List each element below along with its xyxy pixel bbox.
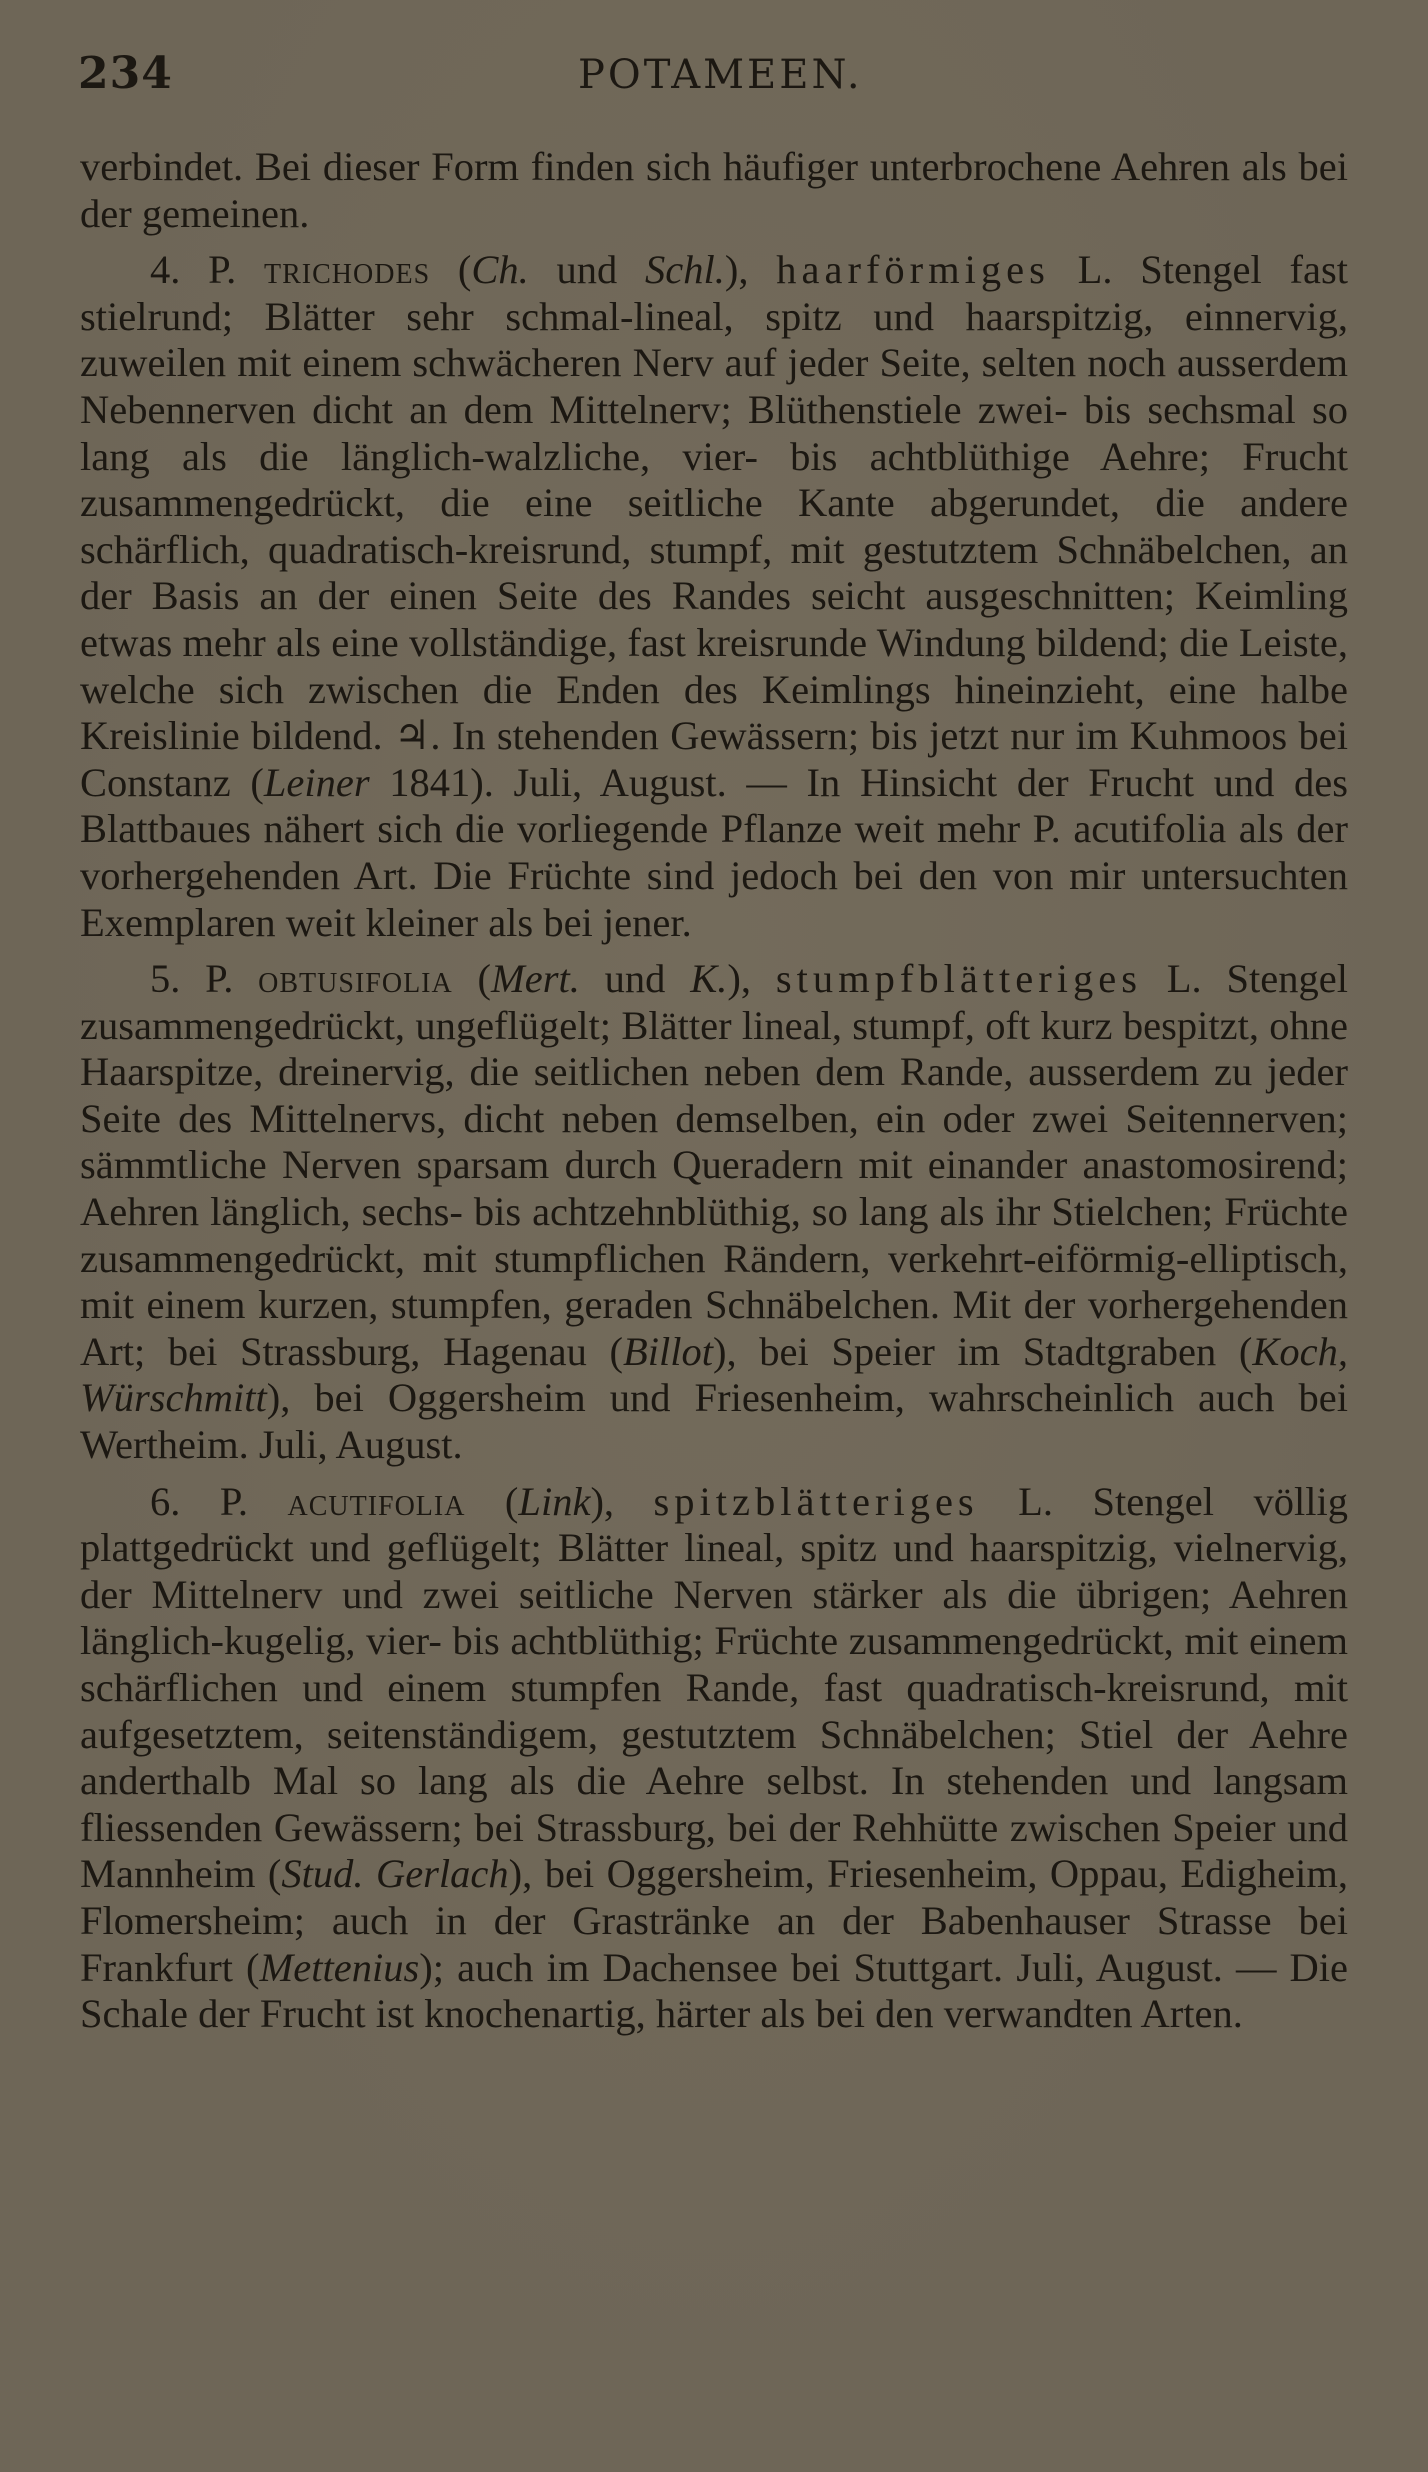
citation-2: Koch, Würschmitt [80,1328,1348,1421]
intro-paragraph: verbindet. Bei dieser Form finden sich häufiger unterbrochene Aehren als bei der gemeinen. [80,144,1348,236]
authority: Ch. [471,247,529,293]
entry-number: 5. P. [150,956,234,1002]
description-cont: 1841). Juli, August. — In Hinsicht der Frucht und des Blattbaues nähert sich die vorliegende Pflanze weit mehr P. acutifolia als der vorhergehenden Art. Die Früchte sind jedoch bei den von mir untersuchten Exemplaren weit kleiner als bei jener. [80,759,1348,945]
authority: Mert. [491,956,580,1002]
paren-close: ), [724,247,777,293]
page-number: 234 [78,48,173,99]
citation: Leiner [263,759,370,805]
species-name: acutifolia [287,1478,466,1524]
body-text [80,144,1348,2038]
common-suffix: L. [1049,247,1113,293]
entry-number: 4. P. [150,247,237,293]
authority-2: Schl. [645,247,725,293]
paren-close: ), [590,1478,654,1524]
description: Stengel völlig plattgedrückt und geflügelt; Blätter lineal, spitz und haarspitzig, vielnervig, der Mittelnerv und zwei seitliche Nerven stärker als die übrigen; Aehren länglich-kugelig, vier- bis achtblüthig; Früchte zusammengedrückt, mit einem schärflichen und einem stumpfen Rande, fast quadratisch-kreisrund, mit aufgesetztem, seitenständigem, gestutztem Schnäbelchen; Stiel der Aehre anderthalb Mal so lang als die Aehre selbst. In stehenden und langsam fliessenden Gewässern; bei Strassburg, bei der Rehhütte zwischen Speier und Mannheim ( [80,1478,1348,1897]
paren-open: ( [430,247,472,293]
citation-2: Mettenius [259,1944,420,1990]
citation: Stud. Gerlach [281,1851,509,1897]
running-title: POTAMEEN. [578,52,863,98]
authority-joiner: und [579,956,691,1002]
entry-number: 6. P. [150,1478,248,1524]
description-end: ); auch im Dachensee bei Stuttgart. Juli, August. — Die Schale der Frucht ist knochenartig, härter als bei den verwandten Arten. [80,1944,1349,2037]
description: Stengel zusammengedrückt, ungeflügelt; Blätter lineal, stumpf, oft kurz bespitzt, ohne Haarspitze, dreinervig, die seitlichen neben dem Rande, ausserdem zu jeder Seite des Mittelnervs, dicht neben demselben, ein oder zwei Seitennerven; sämmtliche Nerven sparsam durch Queradern mit einander anastomosirend; Aehren länglich, sechs- bis achtzehnblüthig, so lang als ihr Stielchen; Früchte zusammengedrückt, mit stumpflichen Rändern, verkehrt-eiförmig-elliptisch, mit einem kurzen, stumpfen, geraden Schnäbelchen. Mit der vorhergehenden Art; bei Strassburg, Hagenau ( [80,956,1348,1374]
common-name: haarförmiges [776,247,1050,293]
common-name: stumpfblätteriges [775,956,1142,1002]
description-cont: ), bei Speier im Stadtgraben ( [713,1328,1253,1374]
description-end: ), bei Oggersheim und Friesenheim, wahrscheinlich auch bei Wertheim. Juli, August. [80,1375,1348,1468]
authority: Link [518,1478,591,1524]
paren-close: ), [727,956,776,1002]
authority-joiner: und [528,247,646,293]
species-entry-trichodes [80,247,1348,946]
species-name: trichodes [264,247,431,293]
page-header [78,48,1348,108]
species-name: obtusifolia [258,956,453,1002]
description: Stengel fast stielrund; Blätter sehr schmal-lineal, spitz und haarspitzig, einnervig, zuweilen mit einem schwächeren Nerv auf jeder Seite, selten noch ausserdem Nebennerven dicht an dem Mittelnerv; Blüthenstiele zwei- bis sechsmal so lang als die länglich-walzliche, vier- bis achtblüthige Aehre; Frucht zusammengedrückt, die eine seitliche Kante abgerundet, die andere schärflich, quadratisch-kreisrund, stumpf, mit gestutztem Schnäbelchen, an der Basis an der einen Seite des Randes seicht ausgeschnitten; Keimling etwas mehr als eine vollständige, fast kreisrunde Windung bildend; die Leiste, welche sich zwischen die Enden des Keimlings hineinzieht, eine halbe Kreislinie bildend. ♃. In stehenden Gewässern; bis jetzt nur im Kuhmoos bei Constanz ( [80,247,1348,805]
description-cont: ), bei Oggersheim, Friesenheim, Oppau, Edigheim, Flomersheim; auch in der Grastränke an der Babenhauser Strasse bei Frankfurt ( [80,1851,1348,1990]
species-entry-acutifolia [80,1479,1348,2038]
common-name: spitzblätteriges [653,1478,979,1524]
paren-open: ( [465,1478,519,1524]
species-entry-obtusifolia [80,956,1348,1469]
common-suffix: L. [1142,956,1202,1002]
authority-2: K. [690,956,728,1002]
citation: Billot [623,1328,714,1374]
common-suffix: L. [978,1478,1054,1524]
paren-open: ( [452,956,492,1002]
